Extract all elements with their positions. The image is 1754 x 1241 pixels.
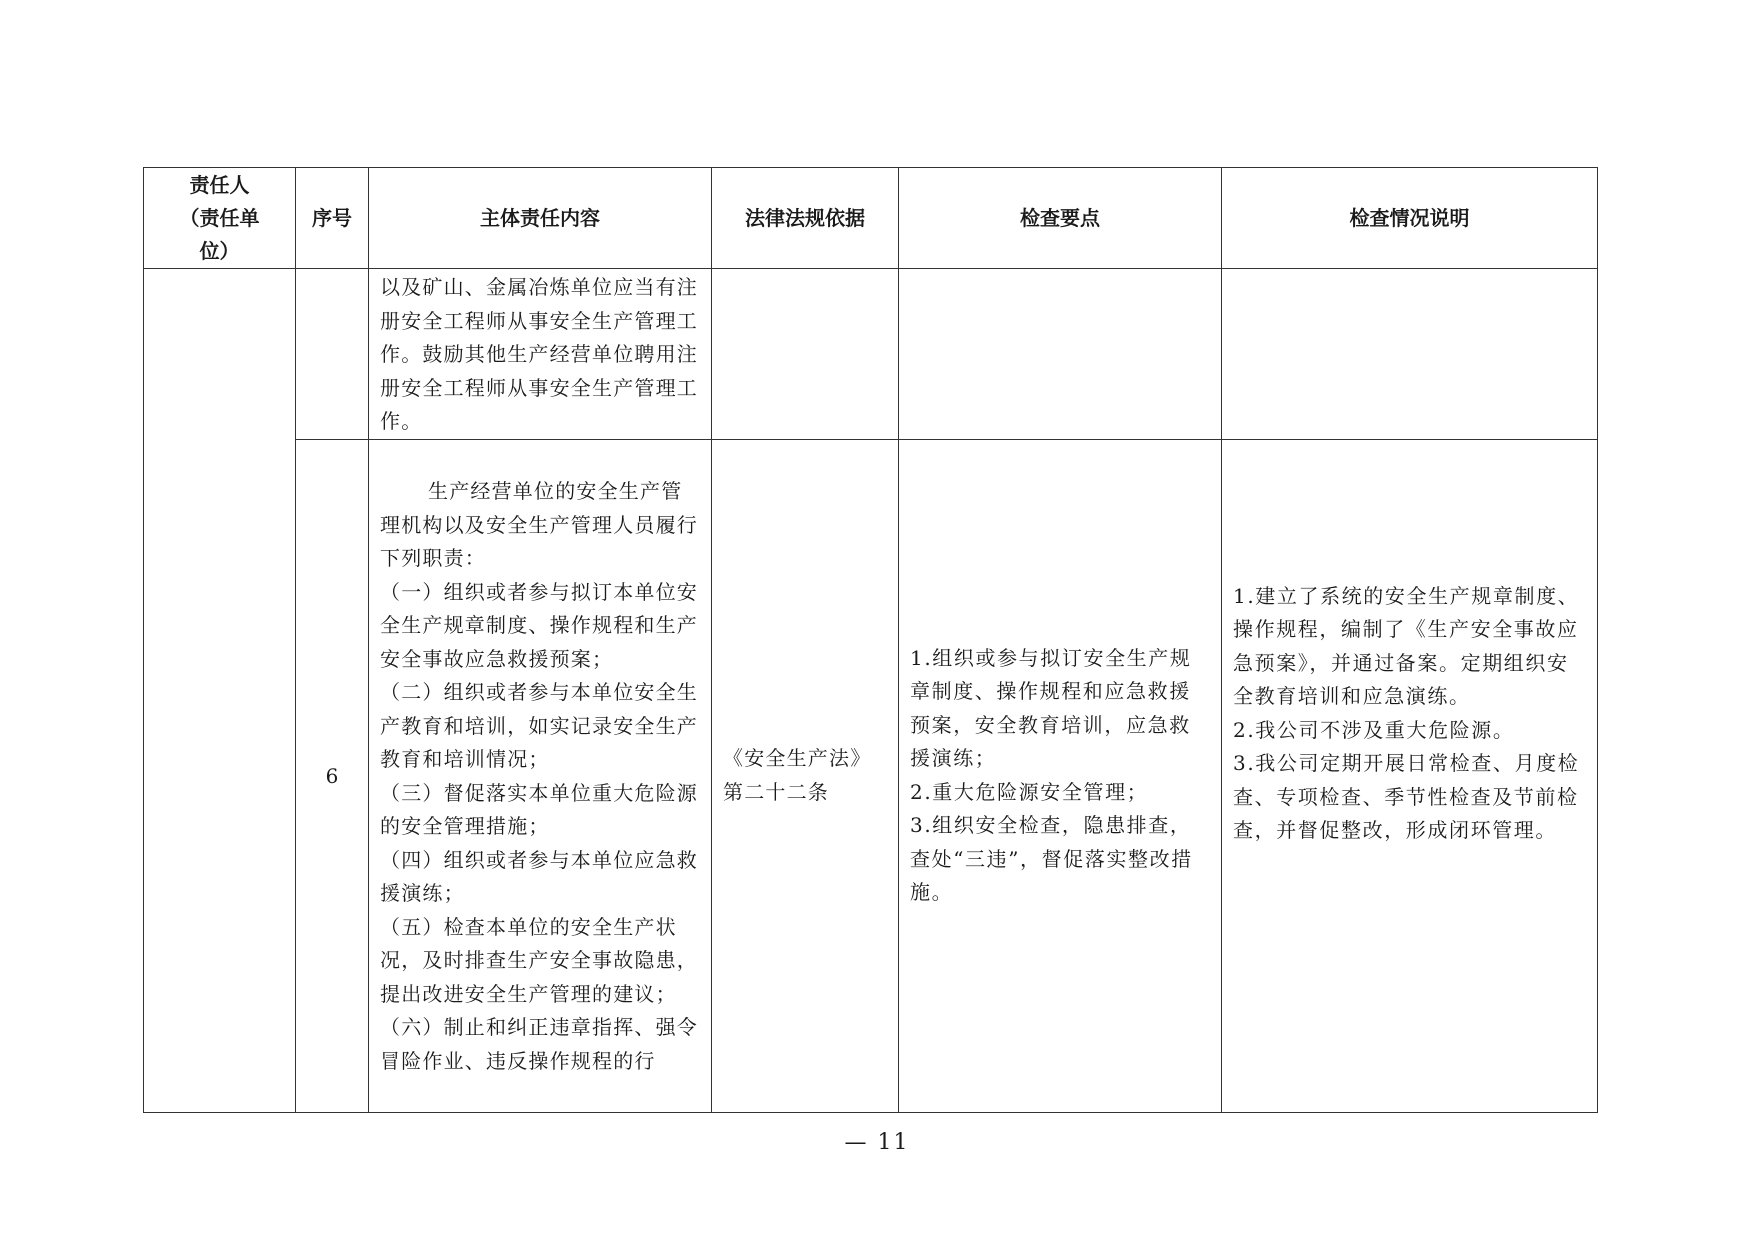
cell-description (1222, 439, 1598, 1112)
content-item: （四）组织或者参与本单位应急救援演练； (380, 847, 698, 905)
content-item: （三）督促落实本单位重大危险源的安全管理措施； (380, 780, 698, 838)
content-item: （六）制止和纠正违章指挥、强令冒险作业、违反操作规程的行 (380, 1015, 698, 1073)
check-points-text: 1.组织或参与拟订安全生产规章制度、操作规程和应急救援预案，安全教育培训，应急救援演练； 2.重大危险源安全管理； 3.组织安全检查，隐患排查，查处“三违”，督促落实整改措施。 (910, 645, 1193, 904)
header-content: 主体责任内容 (369, 168, 712, 269)
cell-responsible (144, 269, 296, 1113)
content-item: （二）组织或者参与本单位安全生产教育和培训，如实记录安全生产教育和培训情况； (380, 680, 698, 771)
basis-text: 《安全生产法》第二十二条 (723, 746, 872, 804)
page-number: — 11 (844, 1130, 910, 1155)
cell-basis (712, 269, 899, 440)
content-intro: 生产经营单位的安全生产管理机构以及安全生产管理人员履行下列职责： (380, 479, 698, 570)
header-responsible: 责任人 （责任单 位） (144, 168, 296, 269)
content-item: （五）检查本单位的安全生产状况，及时排查生产安全事故隐患，提出改进安全生产管理的建议； (380, 914, 698, 1006)
description-text: 1.建立了系统的安全生产规章制度、操作规程，编制了《生产安全事故应急预案》，并通过备案。定期组织安全教育培训和应急演练。 2.我公司不涉及重大危险源。 3.我公司定期开展日常检查、月度检查、专项检查、季节性检查及节前检查，并督促整改，形成闭环管理。 (1233, 583, 1580, 842)
cell-content (369, 269, 712, 440)
header-description: 检查情况说明 (1222, 168, 1598, 269)
table-header-row (144, 168, 1598, 269)
table-row (144, 439, 1598, 1112)
header-seq: 序号 (296, 168, 369, 269)
cell-check-points (899, 269, 1222, 440)
table-row (144, 269, 1598, 440)
content-text (369, 440, 711, 1112)
cell-basis (712, 439, 899, 1112)
header-check-points: 检查要点 (899, 168, 1222, 269)
cell-seq (296, 269, 369, 440)
cell-description (1222, 269, 1598, 440)
responsibility-table (143, 167, 1598, 1113)
cell-seq: 6 (296, 439, 369, 1112)
content-text: 以及矿山、金属冶炼单位应当有注册安全工程师从事安全生产管理工作。鼓励其他生产经营单位聘用注册安全工程师从事安全生产管理工作。 (380, 275, 698, 433)
content-item: （一）组织或者参与拟订本单位安全生产规章制度、操作规程和生产安全事故应急救援预案； (380, 579, 698, 671)
cell-content (369, 439, 712, 1112)
header-basis: 法律法规依据 (712, 168, 899, 269)
cell-check-points (899, 439, 1222, 1112)
